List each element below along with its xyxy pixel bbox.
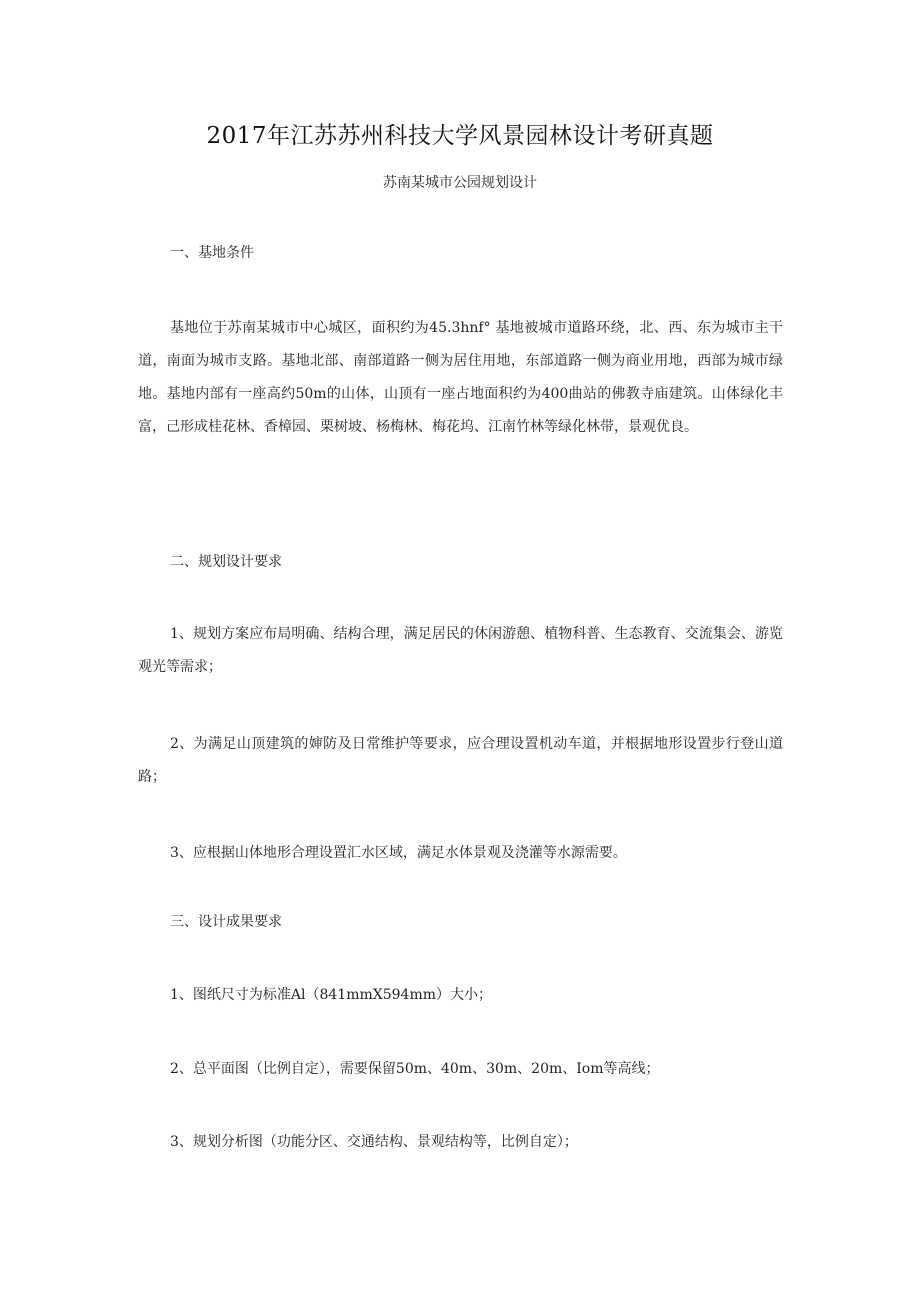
deliverable-item-3: 3、规划分析图（功能分区、交通结构、景观结构等，比例自定）； (170, 1134, 578, 1150)
deliverable-item-2: 2、总平面图（比例自定），需要保留50m、40m、30m、20m、Iom等高线； (170, 1061, 660, 1077)
section-heading-deliverables: 三、设计成果要求 (170, 914, 282, 930)
requirement-item-2: 2、为满足山顶建筑的婶防及日常维护等要求，应合理设置机动车道，并根据地形设置步行登山道路； (138, 736, 783, 785)
requirement-item-3: 3、应根据山体地形合理设置汇水区域，满足水体景观及浇灌等水源需要。 (170, 845, 627, 861)
section-heading-site-conditions: 一、基地条件 (170, 245, 254, 261)
deliverable-item-1: 1、图纸尺寸为标准Al（841mmX594mm）大小； (170, 987, 493, 1003)
document-title: 2017年江苏苏州科技大学风景园林设计考研真题 (206, 123, 714, 149)
paragraph-site-conditions: 基地位于苏南某城市中心城区，面积约为45.3hnf° 基地被城市道路环绕，北、西、东为城市主干道，南面为城市支路。基地北部、南部道路一侧为居住用地，东部道路一侧为商业用地，西部为城市绿地。基地内部有一座高约50m的山体，山顶有一座占地面积约为400曲站的佛教寺庙建筑。山体绿化丰富，己形成桂花林、香樟园、栗树坡、杨梅林、梅花坞、江南竹林等绿化林带，景观优良。 (138, 320, 783, 435)
document-subtitle: 苏南某城市公园规划设计 (383, 175, 537, 191)
section-heading-design-requirements: 二、规划设计要求 (170, 554, 282, 570)
requirement-item-1: 1、规划方案应布局明确、结构合理，满足居民的休闲游憩、植物科普、生态教育、交流集会、游览观光等需求； (138, 626, 783, 675)
